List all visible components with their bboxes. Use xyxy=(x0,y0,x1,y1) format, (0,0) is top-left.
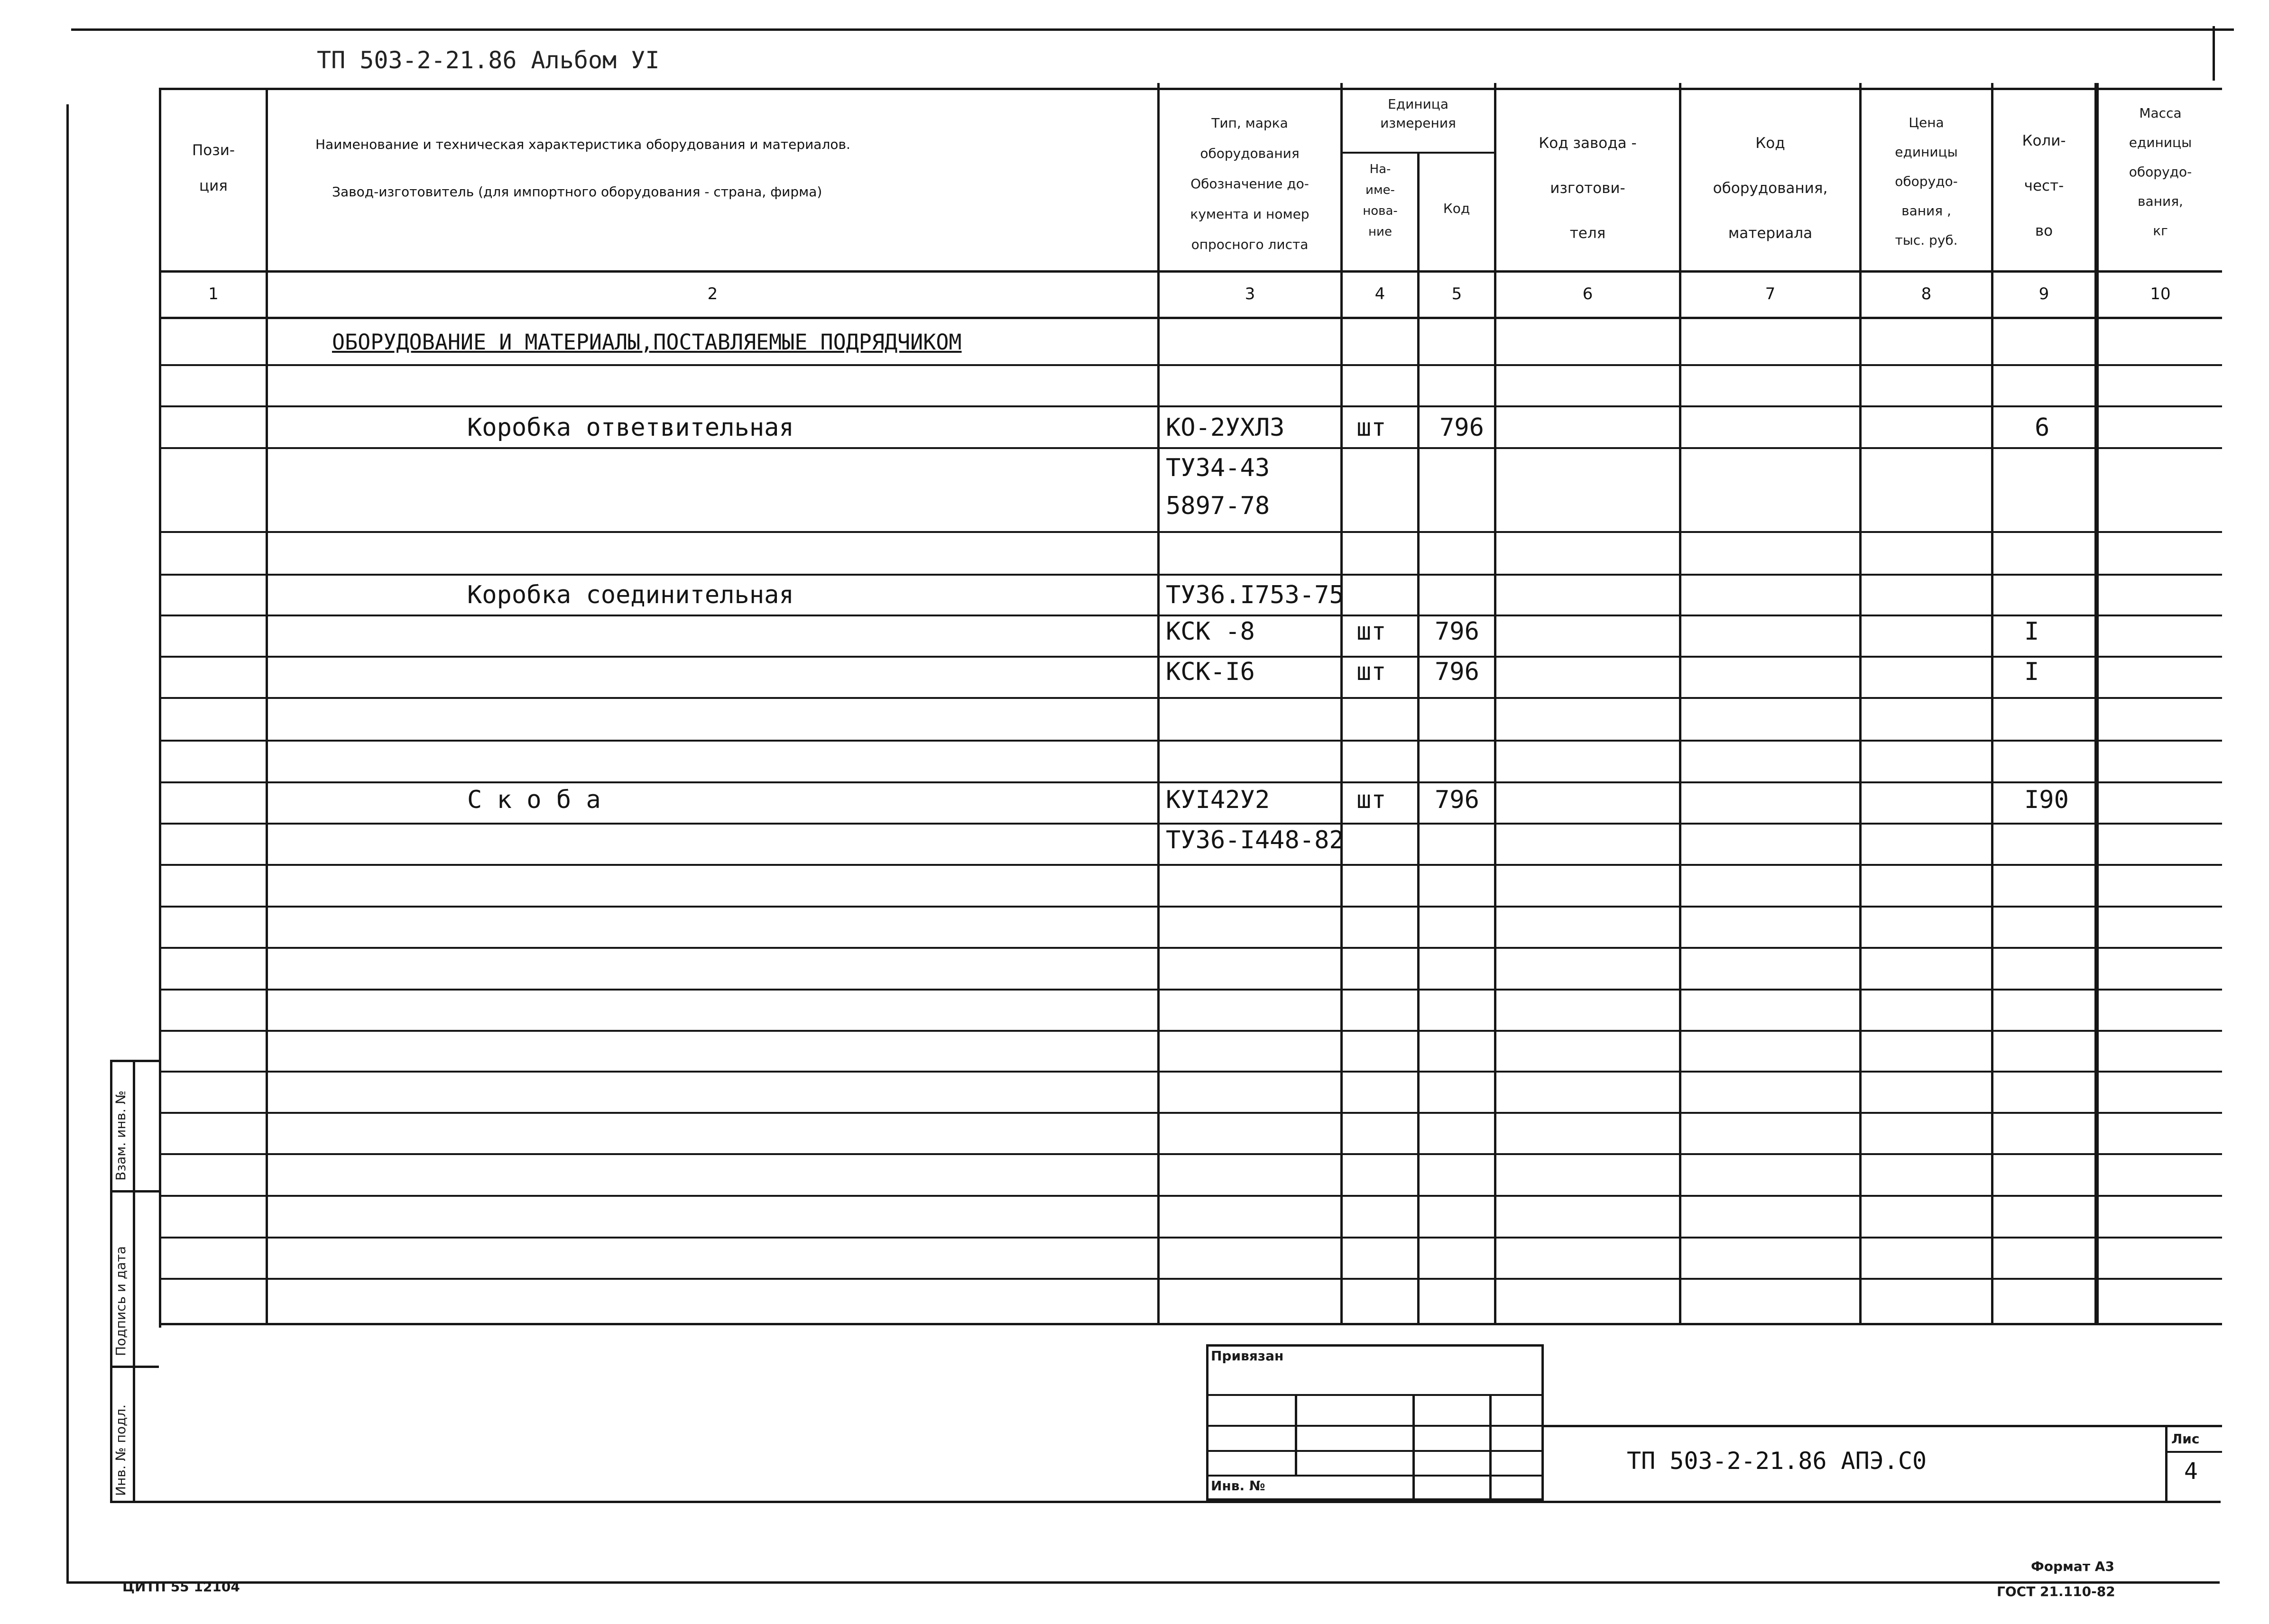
right-frame-tick xyxy=(2213,26,2215,81)
side-stamp-divider xyxy=(110,1190,159,1193)
sheet-number: 4 xyxy=(2184,1458,2198,1485)
header-name-line1: Наименование и техническая характеристика оборудования и материалов. xyxy=(315,137,850,152)
sheet-box-divider xyxy=(2165,1451,2222,1453)
privyazan-col-line xyxy=(1489,1394,1492,1501)
header-name-line2: Завод-изготовитель (для импортного оборудования - страна, фирма) xyxy=(332,184,822,200)
side-stamp-top-line xyxy=(110,1060,159,1062)
top-header: ТП 503-2-21.86 Альбом УI xyxy=(317,46,660,74)
title-block-upper-line xyxy=(1544,1425,2222,1427)
left-frame-line xyxy=(66,104,69,1581)
item-unit-code: 796 xyxy=(1435,786,1479,814)
column-number: 9 xyxy=(2038,284,2049,303)
footer-left-code: ЦИТП 55 12104 xyxy=(122,1579,240,1595)
row-line xyxy=(159,740,2222,742)
row-line xyxy=(159,989,2222,991)
header-equipment-code: Код оборудования, материала xyxy=(1713,135,1828,242)
footer-gost: ГОСТ 21.110-82 xyxy=(1997,1584,2115,1599)
side-label-replaced-inv: Взам. инв. № xyxy=(113,1090,129,1181)
col8-right-line xyxy=(1991,83,1993,1323)
privyazan-col-line xyxy=(1295,1394,1297,1475)
row-line xyxy=(159,1153,2222,1155)
column-number: 10 xyxy=(2150,284,2171,303)
header-unit-name: На- име- нова- ние xyxy=(1363,162,1398,239)
header-quantity: Коли- чест- во xyxy=(2022,132,2066,239)
item-type: КСК-I6 xyxy=(1166,658,1255,686)
col2-right-line xyxy=(1157,83,1160,1323)
header-type: Тип, марка оборудования Обозначение до- кумента и номер опросного листа xyxy=(1190,115,1310,252)
column-number: 3 xyxy=(1245,284,1255,303)
column-number: 2 xyxy=(707,284,718,303)
row-line xyxy=(159,405,2222,407)
side-label-original-inv: Инв. № подл. xyxy=(113,1404,129,1496)
side-stamp-left-line xyxy=(110,1060,112,1501)
item-quantity: I xyxy=(2024,617,2039,646)
item-unit: шт xyxy=(1356,786,1386,814)
item-unit: шт xyxy=(1356,658,1386,686)
item-name: С к о б а xyxy=(467,786,601,814)
privyazan-row-line xyxy=(1206,1394,1544,1396)
item-name: Коробка соединительная xyxy=(467,581,794,609)
row-line xyxy=(159,531,2222,533)
table-bottom-line xyxy=(159,1323,2222,1325)
top-frame-line xyxy=(71,28,2234,31)
privyazan-row-line xyxy=(1206,1475,1544,1477)
row-line xyxy=(159,1237,2222,1239)
item-unit: шт xyxy=(1356,617,1386,646)
item-quantity: 6 xyxy=(2035,413,2050,442)
item-unit-code: 796 xyxy=(1435,617,1479,646)
sheet-box-left xyxy=(2165,1425,2168,1501)
header-mass: Масса единицы оборудо- вания, кг xyxy=(2129,105,2192,239)
header-position: Пози- ция xyxy=(192,142,235,194)
footer-format: Формат А3 xyxy=(2031,1559,2114,1574)
inv-no-label: Инв. № xyxy=(1211,1478,1265,1494)
column-number: 5 xyxy=(1451,284,1462,303)
header-unit-group: Единица измерения xyxy=(1380,96,1456,131)
row-line xyxy=(159,364,2222,366)
col9-right-line xyxy=(2094,83,2099,1323)
item-unit-code: 796 xyxy=(1435,658,1479,686)
header-price: Цена единицы оборудо- вания , тыс. руб. xyxy=(1895,115,1958,248)
row-line xyxy=(159,864,2222,866)
row-line xyxy=(159,1195,2222,1197)
row-line xyxy=(159,1030,2222,1032)
privyazan-label: Привязан xyxy=(1211,1348,1284,1364)
item-type: ТУ34-43 xyxy=(1166,454,1270,482)
item-type: 5897-78 xyxy=(1166,492,1270,520)
row-line xyxy=(159,1278,2222,1280)
privyazan-row-line xyxy=(1206,1450,1544,1452)
side-stamp-mid-line xyxy=(133,1060,135,1501)
column-number: 6 xyxy=(1582,284,1593,303)
header-unit-code: Код xyxy=(1443,201,1470,216)
item-name: Коробка ответвительная xyxy=(467,413,794,442)
col5-right-line xyxy=(1494,83,1496,1323)
title-block-bottom-line xyxy=(110,1501,2221,1503)
item-type: КО-2УХЛ3 xyxy=(1166,413,1285,442)
column-number: 8 xyxy=(1921,284,1932,303)
item-type: ТУ36-I448-82 xyxy=(1166,826,1344,854)
privyazan-box xyxy=(1206,1344,1544,1501)
sheet-label: Лис xyxy=(2171,1431,2200,1447)
unit-subheader-line xyxy=(1340,152,1494,154)
document-code: ТП 503-2-21.86 АПЭ.С0 xyxy=(1627,1447,1927,1475)
column-number: 7 xyxy=(1765,284,1776,303)
column-number: 4 xyxy=(1374,284,1385,303)
header-top-line xyxy=(159,88,2222,90)
item-type: ТУ36.I753-75 xyxy=(1166,581,1344,609)
column-number: 1 xyxy=(208,284,219,303)
side-label-signature-date: Подпись и дата xyxy=(113,1246,129,1356)
col3-right-line xyxy=(1340,83,1343,1323)
column-number-line xyxy=(159,317,2222,319)
item-unit-code: 796 xyxy=(1439,413,1484,442)
header-bottom-line xyxy=(159,270,2222,273)
item-quantity: I xyxy=(2024,658,2039,686)
privyazan-col-line xyxy=(1412,1394,1415,1501)
section-title: ОБОРУДОВАНИЕ И МАТЕРИАЛЫ,ПОСТАВЛЯЕМЫЕ ПОДРЯДЧИКОМ xyxy=(332,330,962,355)
row-line xyxy=(159,1112,2222,1114)
header-factory-code: Код завода - изготови- теля xyxy=(1539,135,1637,242)
table-left-border xyxy=(159,88,161,1328)
item-quantity: I90 xyxy=(2024,786,2069,814)
row-line xyxy=(159,906,2222,908)
col4-right-line xyxy=(1417,152,1420,1323)
item-type: КУI42У2 xyxy=(1166,786,1270,814)
item-unit: шт xyxy=(1356,413,1386,442)
bottom-frame-line xyxy=(66,1581,2220,1584)
row-line xyxy=(159,1071,2222,1073)
row-line xyxy=(159,947,2222,949)
privyazan-row-line xyxy=(1206,1425,1544,1427)
col6-right-line xyxy=(1679,83,1681,1323)
col1-right-line xyxy=(266,88,268,1323)
item-type: КСК -8 xyxy=(1166,617,1255,646)
side-stamp-divider xyxy=(110,1366,159,1368)
row-line xyxy=(159,697,2222,699)
col7-right-line xyxy=(1859,83,1862,1323)
